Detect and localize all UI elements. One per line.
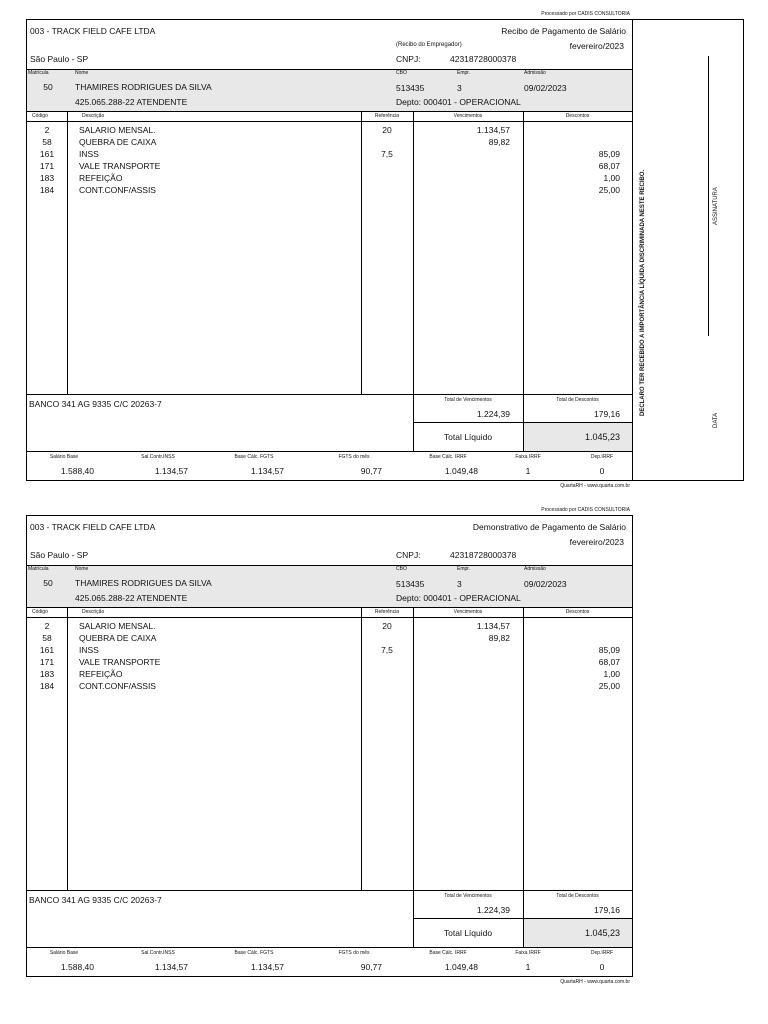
item-codigo: 2 xyxy=(44,621,50,631)
processed-by: Processado por CADIS CONSULTORIA xyxy=(541,11,630,17)
col-descricao: Descrição xyxy=(82,113,105,119)
admissao-value: 09/02/2023 xyxy=(524,83,567,93)
cnpj-label: CNPJ: xyxy=(396,54,421,64)
col-referencia: Referência xyxy=(374,609,400,615)
base-label: FGTS do mês xyxy=(338,454,370,460)
item-descricao: QUEBRA DE CAIXA xyxy=(79,137,157,147)
item-descricao: SALARIO MENSAL. xyxy=(79,125,156,135)
total-vencimentos-label: Total de Vencimentos xyxy=(444,893,492,899)
item-vencimentos: 1.134,57 xyxy=(476,125,510,135)
item-descontos: 85,09 xyxy=(598,149,620,159)
net-pay-label: Total Líquido xyxy=(443,432,493,442)
base-label: Dep.IRRF xyxy=(590,950,614,956)
date-label: DATA xyxy=(713,412,719,428)
base-value: 1.134,57 xyxy=(154,962,188,972)
col-descricao: Descrição xyxy=(82,609,105,615)
total-descontos: 179,16 xyxy=(594,905,620,915)
base-value: 1.134,57 xyxy=(250,466,284,476)
cpf-cargo: 425.065.288-22 ATENDENTE xyxy=(75,593,188,603)
item-codigo: 184 xyxy=(39,185,55,195)
base-label: Faixa IRRF xyxy=(515,950,541,956)
total-descontos-label: Total de Descontos xyxy=(556,397,599,403)
item-codigo: 171 xyxy=(39,161,55,171)
empr-label: Empr. xyxy=(457,566,471,572)
net-pay-label: Total Líquido xyxy=(443,928,493,938)
base-value: 1 xyxy=(525,962,531,972)
total-vencimentos-label: Total de Vencimentos xyxy=(444,397,492,403)
matricula-value: 50 xyxy=(43,578,53,588)
cbo-value: 513435 xyxy=(396,579,425,589)
employee-name: THAMIRES RODRIGUES DA SILVA xyxy=(75,578,212,588)
empr-label: Empr. xyxy=(457,70,471,76)
base-label: Salário Base xyxy=(49,950,79,956)
item-descontos: 25,00 xyxy=(598,185,620,195)
signature-panel xyxy=(632,19,744,481)
doc-title: Recibo de Pagamento de Salário xyxy=(501,26,626,36)
matricula-value: 50 xyxy=(43,82,53,92)
col-referencia: Referência xyxy=(374,113,400,119)
doc-subtitle: (Recibo do Empregador) xyxy=(396,42,462,48)
total-descontos-label: Total de Descontos xyxy=(556,893,599,899)
reference-month: fevereiro/2023 xyxy=(569,41,624,51)
item-codigo: 161 xyxy=(39,149,55,159)
company-name: 003 - TRACK FIELD CAFE LTDA xyxy=(30,522,156,532)
base-value: 90,77 xyxy=(360,466,382,476)
base-value: 1 xyxy=(525,466,531,476)
col-codigo: Código xyxy=(32,113,48,119)
doc-title: Demonstrativo de Pagamento de Salário xyxy=(472,522,626,532)
base-value: 90,77 xyxy=(360,962,382,972)
item-descricao: CONT.CONF/ASSIS xyxy=(79,681,156,691)
admissao-value: 09/02/2023 xyxy=(524,579,567,589)
processed-by: Processado por CADIS CONSULTORIA xyxy=(541,507,630,513)
col-descontos: Descontos xyxy=(565,609,590,615)
item-descontos: 85,09 xyxy=(598,645,620,655)
item-codigo: 2 xyxy=(44,125,50,135)
item-referencia: 20 xyxy=(382,621,392,631)
base-label: Dep.IRRF xyxy=(590,454,614,460)
cnpj-value: 42318728000378 xyxy=(450,550,517,560)
item-descricao: REFEIÇÃO xyxy=(79,173,123,183)
signature-line xyxy=(708,56,709,336)
net-pay-value: 1.045,23 xyxy=(584,432,620,442)
base-label: Sal.Contr.INSS xyxy=(141,950,175,956)
item-descricao: CONT.CONF/ASSIS xyxy=(79,185,156,195)
matricula-label: Matrícula xyxy=(28,70,49,76)
base-label: Base Cálc. IRRF xyxy=(429,950,467,956)
item-codigo: 58 xyxy=(42,633,52,643)
base-label: FGTS do mês xyxy=(338,950,370,956)
item-vencimentos: 89,82 xyxy=(488,633,510,643)
nome-label: Nome xyxy=(75,566,89,572)
bank-info: BANCO 341 AG 9335 C/C 20263-7 xyxy=(29,895,162,905)
base-label: Base Cálc. IRRF xyxy=(429,454,467,460)
base-value: 1.049,48 xyxy=(444,962,478,972)
item-descricao: INSS xyxy=(79,645,99,655)
empr-value: 3 xyxy=(457,579,462,589)
base-value: 1.134,57 xyxy=(250,962,284,972)
item-codigo: 171 xyxy=(39,657,55,667)
item-referencia: 20 xyxy=(382,125,392,135)
cbo-value: 513435 xyxy=(396,83,425,93)
cbo-label: CBO xyxy=(396,566,407,572)
col-vencimentos: Vencimentos xyxy=(453,609,483,615)
item-descontos: 1,00 xyxy=(603,173,620,183)
reference-month: fevereiro/2023 xyxy=(569,537,624,547)
item-referencia: 7,5 xyxy=(381,645,393,655)
base-value: 1.588,40 xyxy=(60,962,94,972)
item-descricao: QUEBRA DE CAIXA xyxy=(79,633,157,643)
company-name: 003 - TRACK FIELD CAFE LTDA xyxy=(30,26,156,36)
total-vencimentos: 1.224,39 xyxy=(476,409,510,419)
footer: QuartaRH - www.quarta.com.br xyxy=(560,979,630,985)
item-descontos: 25,00 xyxy=(598,681,620,691)
base-value: 0 xyxy=(599,962,605,972)
bank-info: BANCO 341 AG 9335 C/C 20263-7 xyxy=(29,399,162,409)
col-vencimentos: Vencimentos xyxy=(453,113,483,119)
total-descontos: 179,16 xyxy=(594,409,620,419)
item-descricao: VALE TRANSPORTE xyxy=(79,161,161,171)
cpf-cargo: 425.065.288-22 ATENDENTE xyxy=(75,97,188,107)
matricula-label: Matrícula xyxy=(28,566,49,572)
item-descricao: VALE TRANSPORTE xyxy=(79,657,161,667)
admissao-label: Admissão xyxy=(524,70,546,76)
company-city: São Paulo - SP xyxy=(30,550,89,560)
cnpj-value: 42318728000378 xyxy=(450,54,517,64)
item-referencia: 7,5 xyxy=(381,149,393,159)
col-descontos: Descontos xyxy=(565,113,590,119)
item-codigo: 58 xyxy=(42,137,52,147)
item-codigo: 184 xyxy=(39,681,55,691)
cnpj-label: CNPJ: xyxy=(396,550,421,560)
item-descontos: 68,07 xyxy=(598,161,620,171)
admissao-label: Admissão xyxy=(524,566,546,572)
item-vencimentos: 1.134,57 xyxy=(476,621,510,631)
item-descontos: 1,00 xyxy=(603,669,620,679)
net-pay-value: 1.045,23 xyxy=(584,928,620,938)
item-codigo: 183 xyxy=(39,173,55,183)
base-label: Salário Base xyxy=(49,454,79,460)
base-value: 1.588,40 xyxy=(60,466,94,476)
item-codigo: 183 xyxy=(39,669,55,679)
total-vencimentos: 1.224,39 xyxy=(476,905,510,915)
col-codigo: Código xyxy=(32,609,48,615)
item-descontos: 68,07 xyxy=(598,657,620,667)
empr-value: 3 xyxy=(457,83,462,93)
cbo-label: CBO xyxy=(396,70,407,76)
footer: QuartaRH - www.quarta.com.br xyxy=(560,483,630,489)
department: Depto: 000401 - OPERACIONAL xyxy=(396,97,521,107)
declaration-text: DECLARO TER RECEBIDO A IMPORTÂNCIA LÍQUIDA DISCRIMINADA NESTE RECIBO. xyxy=(640,169,646,416)
item-codigo: 161 xyxy=(39,645,55,655)
nome-label: Nome xyxy=(75,70,89,76)
item-descricao: INSS xyxy=(79,149,99,159)
base-value: 1.049,48 xyxy=(444,466,478,476)
signature-label: ASSINATURA xyxy=(713,187,719,225)
item-vencimentos: 89,82 xyxy=(488,137,510,147)
department: Depto: 000401 - OPERACIONAL xyxy=(396,593,521,603)
base-label: Sal.Contr.INSS xyxy=(141,454,175,460)
base-value: 1.134,57 xyxy=(154,466,188,476)
item-descricao: SALARIO MENSAL. xyxy=(79,621,156,631)
company-city: São Paulo - SP xyxy=(30,54,89,64)
base-value: 0 xyxy=(599,466,605,476)
employee-name: THAMIRES RODRIGUES DA SILVA xyxy=(75,82,212,92)
base-label: Faixa IRRF xyxy=(515,454,541,460)
base-label: Base Cálc. FGTS xyxy=(234,454,274,460)
base-label: Base Cálc. FGTS xyxy=(234,950,274,956)
item-descricao: REFEIÇÃO xyxy=(79,669,123,679)
